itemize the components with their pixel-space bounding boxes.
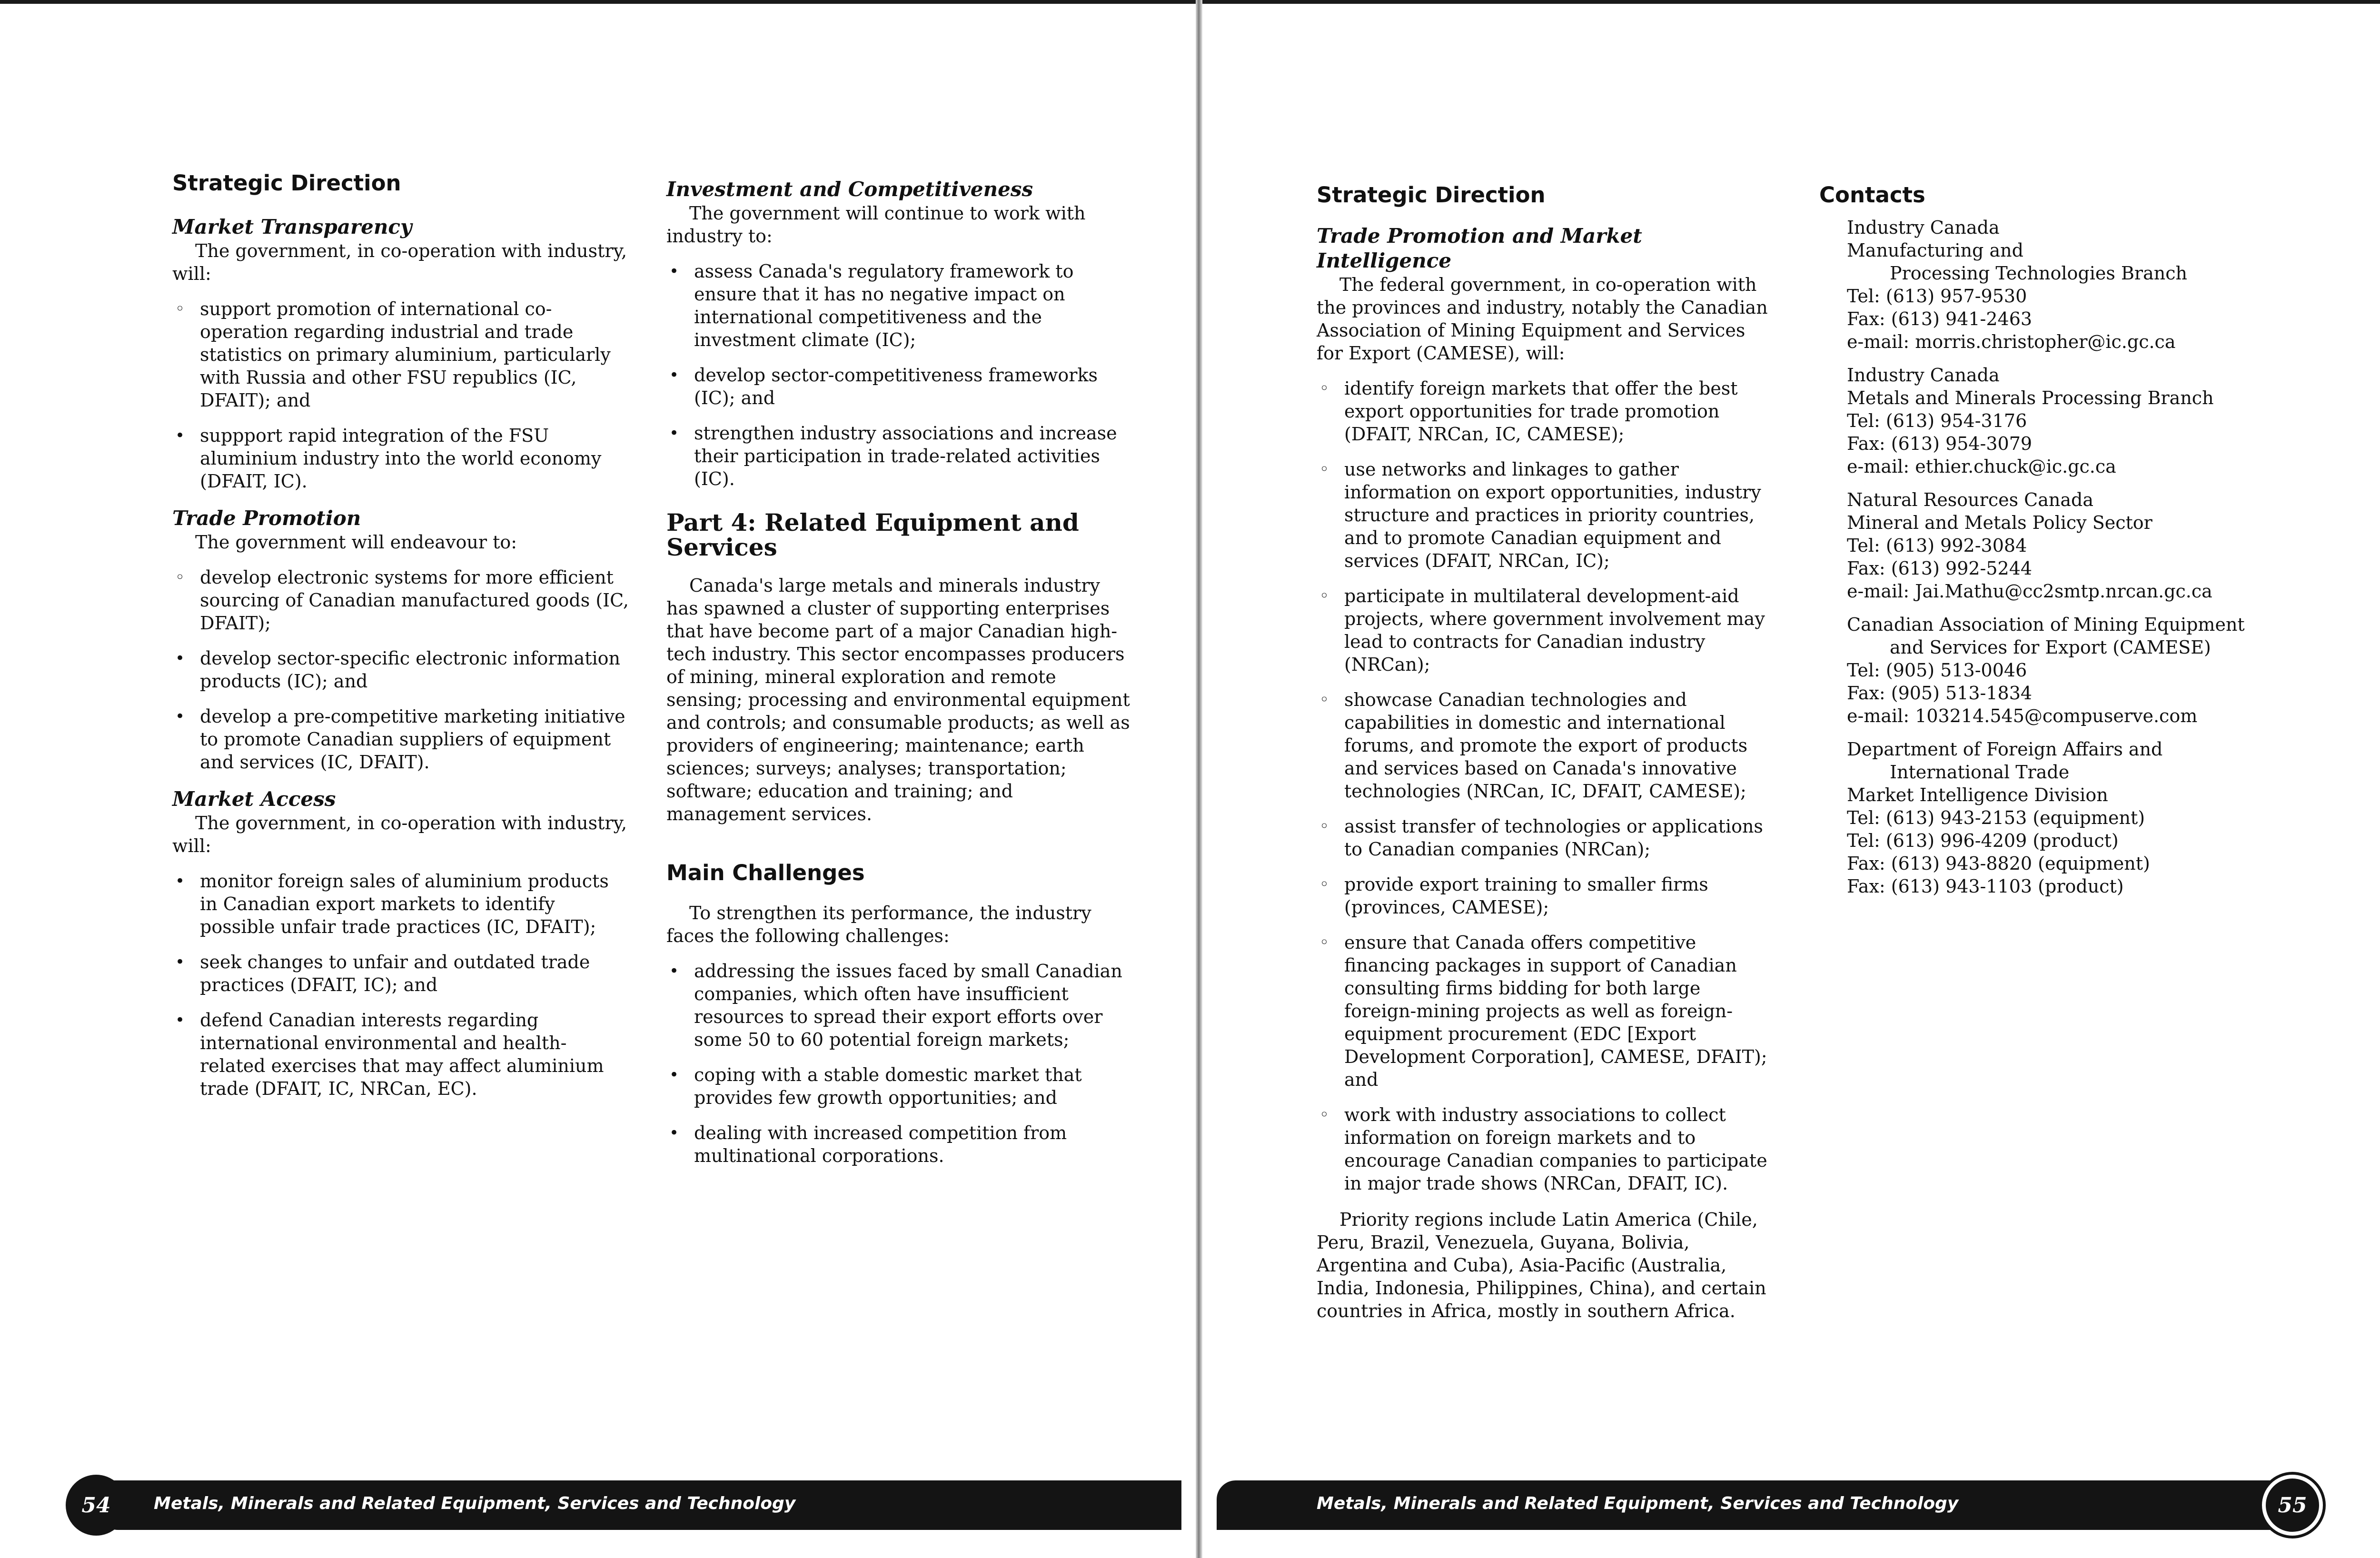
list-item: • monitor foreign sales of aluminium products in Canadian export markets to identify possible unfair trade practices (IC, DFAIT);: [175, 871, 609, 937]
strategic-direction-heading-right: Strategic Direction: [1317, 182, 1546, 208]
bullet-icon: ◦: [1319, 1105, 1329, 1124]
page-number-badge: [66, 1475, 127, 1536]
contact-phone: Tel: (613) 957-9530: [1847, 286, 2027, 307]
contact-fax: Fax: (613) 992-5244: [1847, 558, 2033, 579]
bullet-icon: •: [669, 366, 679, 385]
bullet-icon: •: [669, 962, 679, 981]
bullet-icon: •: [175, 426, 185, 445]
bullet-icon: ◦: [1319, 817, 1329, 836]
bullet-icon: ◦: [1319, 875, 1329, 894]
bullet-icon: ◦: [175, 299, 185, 318]
strategic-direction-heading: Strategic Direction: [172, 170, 401, 196]
challenges-intro: To strengthen its performance, the industry faces the following challenges:: [666, 903, 1091, 946]
main-challenges-heading: Main Challenges: [666, 860, 865, 885]
list-item: • suppport rapid integration of the FSU aluminium industry into the world economy (DFAIT, IC).: [175, 425, 602, 492]
contact-phone: Tel: (613) 996-4209 (product): [1847, 830, 2119, 851]
bullet-icon: ◦: [1319, 586, 1329, 605]
contact-fax: Fax: (613) 941-2463: [1847, 308, 2033, 329]
list-item: ◦ participate in multilateral development-aid projects, where government involvement may lead to contracts for Canadian industry (NRCan);: [1319, 585, 1765, 675]
market-access-list: [172, 870, 629, 1100]
investment-title: Investment and Competitiveness: [666, 178, 1033, 201]
contact-line: International Trade: [1890, 762, 2070, 783]
trade-promotion-list: [172, 566, 629, 774]
bullet-icon: •: [669, 1065, 679, 1084]
list-item: ◦ provide export training to smaller firms (provinces, CAMESE);: [1319, 874, 1708, 918]
contact-block: [1819, 364, 2295, 478]
list-item: ◦ use networks and linkages to gather information on export opportunities, industry structure and practices in priority countries, and to promote Canadian equipment and services (DFAIT, NRCan, IC);: [1319, 459, 1761, 571]
bullet-icon: •: [669, 1123, 679, 1142]
challenges-list: [666, 960, 1133, 1167]
page-top-edge: [0, 0, 2380, 4]
page-number-badge: [2262, 1475, 2323, 1536]
priority-regions-paragraph: Priority regions include Latin America (Chile, Peru, Brazil, Venezuela, Guyana, Bolivia, Argentina and Cuba), Asia-Pacific (Australia, India, Indonesia, Philippines, China), and certain countries in Africa, mostly in southern Africa.: [1317, 1209, 1766, 1321]
contact-fax: Fax: (613) 943-1103 (product): [1847, 876, 2124, 897]
contact-email: e-mail: morris.christopher@ic.gc.ca: [1847, 331, 2176, 352]
contact-email: e-mail: ethier.chuck@ic.gc.ca: [1847, 456, 2116, 477]
list-item: ◦ work with industry associations to collect information on foreign markets and to encourage Canadian companies to participate in major trade shows (NRCan, DFAIT, IC).: [1319, 1104, 1767, 1194]
bullet-icon: •: [175, 1011, 185, 1030]
list-item: • seek changes to unfair and outdated trade practices (DFAIT, IC); and: [175, 952, 590, 995]
bullet-icon: •: [669, 262, 679, 281]
contact-fax: Fax: (613) 954-3079: [1847, 433, 2033, 454]
trade-promotion-intro: The government will endeavour to:: [195, 532, 517, 553]
bullet-icon: ◦: [1319, 379, 1329, 398]
left-column-2: [666, 177, 1133, 1181]
contact-phone: Tel: (905) 513-0046: [1847, 660, 2027, 681]
list-item: ◦ develop electronic systems for more efficient sourcing of Canadian manufactured goods (IC, DFAIT);: [175, 567, 629, 634]
bullet-icon: •: [175, 707, 185, 726]
contact-phone: Tel: (613) 992-3084: [1847, 535, 2027, 556]
footer-title: Metals, Minerals and Related Equipment, Services and Technology: [1317, 1494, 1959, 1513]
contact-line: Natural Resources Canada: [1847, 489, 2094, 510]
trade-promo-intel-title: Trade Promotion and Market Intelligence: [1317, 224, 1642, 272]
contact-email: e-mail: Jai.Mathu@cc2smtp.nrcan.gc.ca: [1847, 581, 2212, 602]
list-item: ◦ showcase Canadian technologies and capabilities in domestic and international forums, and promote the export of products and services based on Canada's innovative technologies (NRCan, IC, DFAIT, CAMESE);: [1319, 689, 1748, 802]
contact-line: Manufacturing and: [1847, 240, 2023, 261]
market-transparency-title: Market Transparency: [172, 215, 412, 238]
footer-bar-right: [1217, 1480, 2285, 1530]
bullet-icon: •: [175, 649, 185, 668]
trade-promo-intel-list: [1317, 377, 1774, 1195]
list-item: ◦ support promotion of international co-operation regarding industrial and trade statistics on primary aluminium, particularly with Russia and other FSU republics (IC, DFAIT); and: [175, 298, 611, 411]
contact-line: Canadian Association of Mining Equipment: [1847, 614, 2245, 635]
bullet-icon: ◦: [1319, 933, 1329, 952]
investment-intro: The government will continue to work with industry to:: [666, 203, 1086, 247]
market-transparency-list: [172, 298, 629, 493]
bullet-icon: ◦: [1319, 690, 1329, 709]
contact-block: [1819, 216, 2295, 353]
page-number: 55: [2278, 1493, 2307, 1518]
contact-line: Industry Canada: [1847, 217, 2000, 238]
right-column-2: [1819, 181, 2295, 908]
book-gutter: [1196, 0, 1202, 1558]
list-item: ◦ assist transfer of technologies or applications to Canadian companies (NRCan);: [1319, 816, 1763, 860]
contact-block: [1819, 738, 2295, 898]
contact-line: Department of Foreign Affairs and: [1847, 739, 2163, 760]
list-item: • develop a pre-competitive marketing initiative to promote Canadian suppliers of equipment and services (IC, DFAIT).: [175, 706, 625, 773]
contact-line: Industry Canada: [1847, 365, 2000, 386]
contact-phone: Tel: (613) 943-2153 (equipment): [1847, 807, 2145, 828]
contact-block: [1819, 488, 2295, 603]
list-item: • develop sector-competitiveness frameworks (IC); and: [669, 365, 1098, 408]
trade-promo-intel-intro: The federal government, in co-operation with the provinces and industry, notably the Canadian Association of Mining Equipment and Services for Export (CAMESE), will:: [1317, 274, 1768, 364]
contact-line: Mineral and Metals Policy Sector: [1847, 512, 2152, 533]
list-item: • dealing with increased competition from multinational corporations.: [669, 1122, 1067, 1166]
bullet-icon: •: [175, 953, 185, 972]
contact-block: [1819, 613, 2295, 727]
bullet-icon: •: [175, 872, 185, 891]
list-item: ◦ ensure that Canada offers competitive financing packages in support of Canadian consulting firms bidding for both large foreign-mining projects as well as foreign-equipment procurement (EDC [Export Development Corporation], CAMESE, DFAIT); and: [1319, 932, 1767, 1090]
market-access-intro: The government, in co-operation with industry, will:: [172, 813, 627, 856]
contact-fax: Fax: (905) 513-1834: [1847, 683, 2033, 704]
contact-line: and Services for Export (CAMESE): [1890, 637, 2211, 658]
bullet-icon: •: [669, 424, 679, 443]
list-item: • addressing the issues faced by small Canadian companies, which often have insufficient resources to spread their export efforts over some 50 to 60 potential foreign markets;: [669, 961, 1122, 1050]
left-column-1: [172, 169, 629, 1113]
part4-title: Part 4: Related Equipment and Services: [666, 508, 1079, 561]
trade-promotion-title: Trade Promotion: [172, 506, 361, 530]
bullet-icon: ◦: [175, 568, 185, 587]
right-column-1: [1317, 181, 1774, 1322]
list-item: • strengthen industry associations and increase their participation in trade-related activities (IC).: [669, 423, 1117, 489]
contact-fax: Fax: (613) 943-8820 (equipment): [1847, 853, 2150, 874]
list-item: • develop sector-specific electronic information products (IC); and: [175, 648, 620, 692]
bullet-icon: ◦: [1319, 460, 1329, 479]
contact-line: Metals and Minerals Processing Branch: [1847, 387, 2214, 408]
list-item: • defend Canadian interests regarding international environmental and health-related exercises that may affect aluminium trade (DFAIT, IC, NRCan, EC).: [175, 1010, 604, 1099]
contact-email: e-mail: 103214.545@compuserve.com: [1847, 705, 2198, 726]
page-number: 54: [81, 1493, 111, 1518]
footer-title: Metals, Minerals and Related Equipment, Services and Technology: [154, 1494, 796, 1513]
list-item: • coping with a stable domestic market that provides few growth opportunities; and: [669, 1064, 1082, 1108]
part4-body: Canada's large metals and minerals industry has spawned a cluster of supporting enterprises that have become part of a major Canadian high-tech industry. This sector encompasses producers of mining, mineral exploration and remote sensing; processing and environmental equipment and controls; and consumable products; as well as providers of engineering; maintenance; earth sciences; surveys; analyses; transportation; software; education and training; and management services.: [666, 575, 1130, 824]
contact-line: Processing Technologies Branch: [1890, 263, 2187, 284]
market-transparency-intro: The government, in co-operation with industry, will:: [172, 240, 627, 284]
contact-line: Market Intelligence Division: [1847, 784, 2108, 805]
footer-bar-left: [99, 1480, 1181, 1530]
investment-list: [666, 260, 1133, 490]
contact-phone: Tel: (613) 954-3176: [1847, 410, 2027, 431]
list-item: • assess Canada's regulatory framework to ensure that it has no negative impact on international competitiveness and the investment climate (IC);: [669, 261, 1074, 350]
list-item: ◦ identify foreign markets that offer the best export opportunities for trade promotion (DFAIT, NRCan, IC, CAMESE);: [1319, 378, 1738, 445]
market-access-title: Market Access: [172, 787, 336, 811]
contacts-heading: Contacts: [1819, 182, 1925, 208]
